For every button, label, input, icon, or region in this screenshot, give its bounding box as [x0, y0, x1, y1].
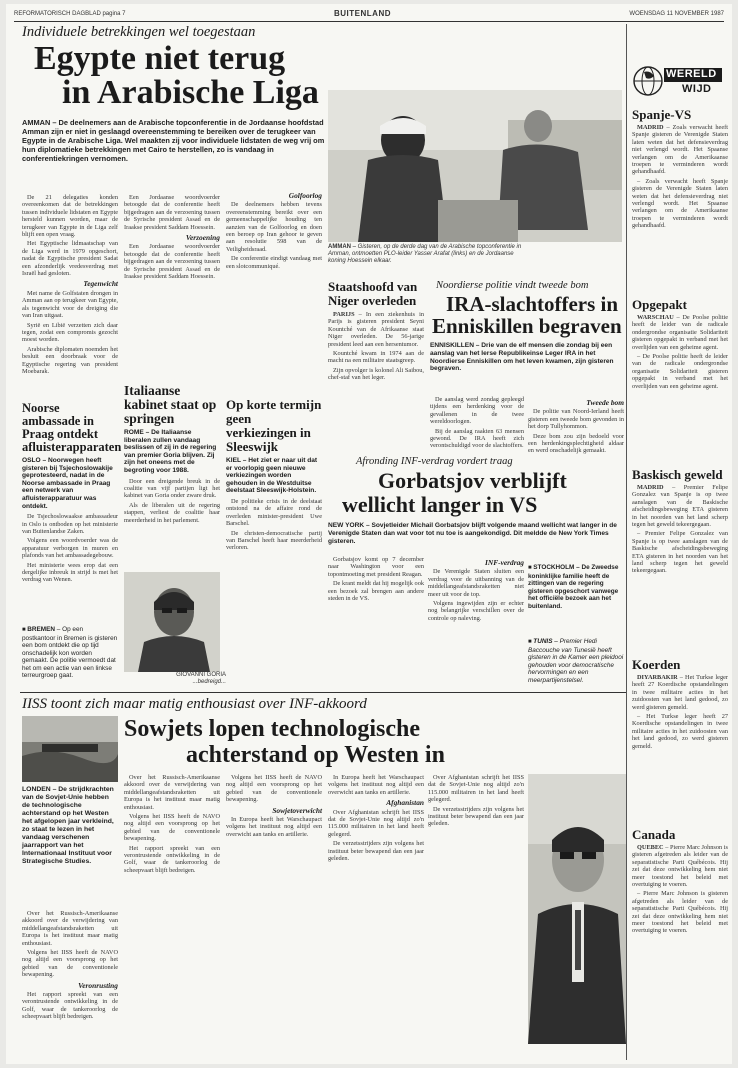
photo-portrait [528, 774, 626, 1044]
italy-article [124, 384, 220, 564]
egypt-p1: De 21 delegaties konden overeenkomen dat de betrekkingen tussen individuele lidstaten en Egypte hersteld kunnen worden, maar de terugkeer van Egypte in de Liga zelf blijft een open vraag. [22, 194, 118, 239]
bullet-icon: ■ [528, 565, 534, 571]
prague-p3: Het ministerie wees erop dat een dergelijke inbreuk in strijd is met het verdrag van Wenen. [22, 561, 118, 584]
ira-kicker: Noordierse politie vindt tweede bom [436, 280, 589, 291]
canada-headline: Canada [632, 827, 676, 842]
sleeswijk-lead-text: – Het ziet er naar uit dat er voorlopig geen nieuwe verkiezingen worden gehouden in de Westduitse deelstaat Sleeswijk-Holstein. [226, 457, 318, 495]
koerden-body [632, 674, 728, 824]
iiss-p1: Over het Russisch-Amerikaanse akkoord over de verwijdering van middellangeafstandsraketten uit Europa is het instituut maar matig enthousiast. [22, 910, 118, 947]
egypt-headline-1: Egypte niet terug [34, 40, 286, 77]
baskisch-headline: Baskisch geweld [632, 467, 723, 482]
brief-tunis [528, 638, 624, 688]
inf-kicker: Afronding INF-verdrag vordert traag [356, 456, 513, 467]
koerden-text: – Het Turkse leger heeft 27 Koerdische opstandelingen in twee militaire acties in het zuidoosten van het land gedood, zo werd gisteren gemeld. [632, 674, 728, 711]
photo-goria-caption [166, 672, 226, 686]
photo-goria-name: GIOVANNI GORIA [176, 672, 226, 678]
niger-body [328, 311, 424, 382]
sleeswijk-lead [226, 457, 322, 495]
iiss-p4: In Europa heeft het Warschaupact volgens het instituut nog altijd een overwicht aan tanks en artillerie. [226, 816, 322, 838]
baskisch-text-b: – Premier Felipe Gonzalez van Spanje is op twee aanslagen van de Baskische afscheidingsbeweging ETA gisteren in het noorden van het land scherp tegen het geweld tekeergegaan. [632, 530, 728, 575]
egypt-p7: De deelnemers hebben tevens overeenstemming bereikt over een gemeenschappelijke houding ten aanzien van de Golfoorlog en doen een beroep op Iran gehoor te geven aan resolutie 598 van de Veiligheidsraad. [226, 201, 322, 253]
egypt-p3: Met name de Golfstaten drongen in Amman aan op terugkeer van Egypte, als tegenwicht voor de dreiging die van Iran uitgaat. [22, 289, 118, 320]
iiss-lead [22, 786, 118, 908]
egypt-inter-1: Tegenwicht [83, 279, 118, 289]
baskisch-body [632, 484, 728, 654]
ira-lead-city: ENNISKILLEN [430, 342, 474, 349]
opgepakt-city: WARSCHAU [637, 314, 674, 321]
italy-lead-city: ROME [124, 429, 144, 436]
iiss-inter-1: Veronrusting [78, 980, 118, 990]
niger-article [328, 280, 424, 400]
iiss-p2-b: Volgens het IISS heeft de NAVO nog altijd een voorsprong op het gebied van de conventionele bewapening. [124, 813, 220, 843]
iiss-col-3 [226, 774, 322, 1058]
iiss-col-5 [428, 774, 524, 1058]
egypt-p4: Syrië en Libië verzetten zich daar tegen, zodat een compromis gezocht moest worden. [22, 321, 118, 344]
egypt-p6-a: Een Jordaanse woordvoerder betoogde dat de conferentie heeft bijgedragen aan de verzoening tussen de Syrische president Assad en de Iraakse president Saddam Hoessein. [124, 194, 220, 231]
wereldwijd-logo [630, 64, 726, 98]
canada-text: – Pierre Marc Johnson is gisteren afgetreden als leider van de separatistische Parti Québécois. Hij zei dat deze ontwikkeling hem niet meer toestond het beleid met overtuiging te voeren. [632, 844, 728, 889]
sleeswijk-p2: De christen-democratische partij van Barschel heeft haar meerderheid verloren. [226, 529, 322, 552]
spanje-text-b: – Zoals verwacht heeft Spanje gisteren de Verenigde Staten laten weten dat het defensieverdrag niet verlengd wordt. Het Spaanse verlangen om de Amerikaanse troepen te verminderen wordt gehandhaafd. [632, 177, 728, 230]
iiss-col-1 [22, 910, 118, 1058]
iiss-p1-b: Over het Russisch-Amerikaanse akkoord over de verwijdering van middellangeafstandsraketten uit Europa is het instituut maar matig enthousiast. [124, 774, 220, 811]
iiss-kicker: IISS toont zich maar matig enthousiast over INF-akkoord [22, 696, 367, 712]
bremen-city: BREMEN [27, 626, 55, 633]
inf-col-2 [428, 556, 524, 686]
egypt-p6: Een Jordaanse woordvoerder betoogde dat de conferentie heeft bijgedragen aan de verzoening tussen de Syrische president Assad en de Iraakse president Saddam Hoessein. [124, 243, 220, 281]
ira-p3: De politie van Noord-Ierland heeft gisteren een tweede bom gevonden in het dorp Tullyhommon. [528, 408, 624, 431]
iiss-inter-2: Sowjetoverwicht [272, 805, 322, 815]
tunis-text: – Premier Hedi Baccouche van Tunesië heeft gisteren in de Kamer een pleidooi gehouden voor democratische hervormingen en een meerpartijenstelsel. [528, 638, 624, 684]
italy-p1: Door een dreigende breuk in de coalitie van vijf partijen ligt het kabinet van Goria onder zware druk. [124, 477, 220, 500]
section-title: BUITENLAND [334, 9, 391, 18]
egypt-lead-text: – De deelnemers aan de Arabische topconferentie in de Jordaanse hoofdstad Amman zijn er niet in geslaagd overeenstemming te bereiken over de terugkeer van Egypte in de Arabische Liga. Wel maakten zij voor individuele lidstaten de weg vrij om hun diplomatieke betrekkingen met Cairo te herstellen, zo is vandaag in conferentiekringen vernomen. [22, 118, 325, 163]
ira-lead-text: – Drie van de elf mensen die zondag bij een aanslag van het Ierse Republikeinse Leger IRA in het Noordierse Enniskillen om het leven kwamen, zijn gisteren begraven. [430, 342, 614, 373]
italy-body [124, 478, 220, 524]
iiss-col-4 [328, 774, 424, 1058]
bullet-icon: ■ [528, 639, 534, 645]
italy-lead-text: – De Italiaanse liberalen zullen vandaag beslissen of zij in de regering van premier Goria blijven. Zij zijn het oneens met de begroting voor 1988. [124, 429, 217, 474]
ira-lead [430, 342, 624, 394]
niger-lead-city: PARIJS [333, 311, 355, 318]
baskisch-city: MADRID [637, 484, 664, 491]
iiss-lead-text: – De strijdkrachten van de Sovjet-Unie hebben de technologische achterstand op het Westen het afgelopen jaar verkleind, zo staat te lezen in het vandaag verschenen jaarrapport van het Internationaal Instituut voor Strategische Studies. [22, 786, 114, 865]
italy-p2: Als de liberalen uit de regering stappen, verliest de coalitie haar meerderheid in het parlement. [124, 501, 220, 524]
iiss-inter-3: Afghanistan [386, 798, 424, 808]
prague-lead-city: OSLO [22, 457, 41, 464]
inf-col-1 [328, 556, 424, 686]
brief-stockholm [528, 564, 624, 634]
opgepakt-headline: Opgepakt [632, 297, 687, 312]
logo-text-2: WIJD [682, 83, 712, 95]
koerden-city: DIYARBAKIR [637, 674, 678, 681]
egypt-lead-city: AMMAN [22, 118, 51, 127]
spanje-text: – Zoals verwacht heeft Spanje gisteren de Verenigde Staten laten weten dat het defensieverdrag niet verlengd wordt. Het Spaanse verlangen om de Amerikaanse troepen te verminderen wordt gehandhaafd. [632, 124, 728, 176]
inf-headline-2: wellicht langer in VS [342, 492, 538, 517]
sleeswijk-p1: De politieke crisis in de deelstaat ontstond na de affaire rond de overleden minister-president Uwe Barschel. [226, 497, 322, 528]
egypt-headline-2: in Arabische Liga [62, 74, 319, 111]
iiss-p3-b: Het rapport spreekt van een verontrustende ontwikkeling in de Golf, waar de tankeroorlog de scheepvaart blijft bedreigen. [124, 844, 220, 874]
ira-col-1 [430, 396, 524, 456]
photo-missiles-image [22, 716, 118, 782]
opgepakt-text-b: – De Poolse politie heeft de leider van de radicale ondergrondse organisatie Solidariteit gisteren opgepakt in verband met het overlijden van een geheime agent. [632, 353, 728, 390]
newspaper-page [6, 4, 732, 1064]
photo-arafat-caption [328, 244, 524, 278]
spanje-city: MADRID [637, 124, 664, 131]
spanje-headline: Spanje-VS [632, 107, 692, 122]
sleeswijk-body [226, 498, 322, 552]
photo-arafat-hussein-image [328, 90, 622, 242]
sidebar-rule [626, 24, 627, 1060]
egypt-col-1 [22, 194, 118, 399]
iiss-p6: De verzetsstrijders zijn volgens het instituut beter bewapend dan een jaar geleden. [328, 840, 424, 863]
photo-goria [124, 572, 220, 672]
iiss-headline-2: achterstand op Westen in [186, 742, 445, 768]
stockholm-text: – De Zweedse koninklijke familie heeft de zittingen van de regering gisteren opgeschort vanwege het officiële bezoek aan het buitenland. [528, 564, 619, 610]
inf-inter-1: INF-verdrag [484, 558, 524, 567]
sleeswijk-lead-city: KIEL [226, 457, 241, 464]
egypt-kicker: Individuele betrekkingen wel toegestaan [22, 24, 256, 40]
photo-missiles [22, 716, 118, 782]
photo-arafat-hussein [328, 90, 622, 242]
egypt-p8: De conferentie eindigt vandaag met een slotcommuniqué. [226, 255, 322, 270]
prague-p1: De Tsjechoslowaakse ambassadeur in Oslo is ontboden op het ministerie van Buitenlandse Zaken. [22, 513, 118, 535]
egypt-inter-3: Golfoorlog [288, 191, 322, 200]
photo-goria-sub: ...bedreigd... [192, 679, 226, 685]
iiss-p2-c: Volgens het IISS heeft de NAVO nog altijd een voorsprong op het gebied van de conventionele bewapening. [226, 774, 322, 804]
egypt-col-3 [226, 149, 322, 384]
ira-headline-1: IRA-slachtoffers in [446, 292, 619, 316]
iiss-p2: Volgens het IISS heeft de NAVO nog altijd een voorsprong op het gebied van de conventionele bewapening. [22, 949, 118, 979]
italy-lead [124, 429, 220, 475]
photo-goria-image [124, 572, 220, 672]
canada-body [632, 844, 728, 1044]
iiss-p3: Het rapport spreekt van een verontrustende ontwikkeling in de Golf, waar de tankeroorlog de scheepvaart blijft bedreigen. [22, 991, 118, 1021]
baskisch-text: – Premier Felipe Gonzalez van Spanje is op twee aanslagen van de Baskische afscheidingsbeweging ETA gisteren in het noorden van het land scherp tegen het geweld tekeergegaan. [632, 484, 728, 529]
photo-portrait-image [528, 774, 626, 1044]
iiss-lead-city: LONDEN [22, 786, 51, 793]
iiss-top-rule [20, 692, 626, 693]
iiss-headline-1: Sowjets lopen technologische [124, 716, 420, 742]
inf-p3: De Verenigde Staten sluiten een verdrag voor de uitbanning van de middellangeafstandsraketten niet meer uit voor de top. [428, 568, 524, 598]
spanje-body [632, 124, 728, 294]
niger-lead: – In een ziekenhuis in Parijs is gisteren president Seyni Kountché van de Afrikaanse staat Niger overleden. De 56-jarige president leed aan een hersentumor. [328, 311, 424, 348]
photo-arafat-caption-text: – Gisteren, op de derde dag van de Arabische topconferentie in Amman, ontmoetten PLO-leider Yasser Arafat (links) en de Jordaanse koning Hoessein elkaar. [328, 244, 522, 264]
prague-p2: Volgens een woordvoerder was de apparatuur verborgen in muren en plafonds van het ambassadegebouw. [22, 537, 118, 560]
prague-article [22, 401, 122, 624]
iiss-p5: Over Afghanistan schrijft het IISS dat de Sovjet-Unie nog altijd zo'n 115.000 militairen in het land heeft gelegerd. [328, 808, 424, 838]
tunis-city: TUNIS [533, 638, 553, 645]
prague-headline: Noorse ambassade in Praag ontdekt afluisterapparaten [22, 401, 122, 454]
brief-bremen [22, 626, 118, 679]
prague-body [22, 513, 118, 584]
egypt-p2: Het Egyptische lidmaatschap van de Liga werd in 1979 opgeschort, nadat de Egyptische president Sadat een afzonderlijk vredesverdrag met Israël had gesloten. [22, 240, 118, 278]
koerden-text-b: – Het Turkse leger heeft 27 Koerdische opstandelingen in twee militaire acties in het zuidoosten van het land gedood, zo werd gisteren gemeld. [632, 713, 728, 750]
niger-headline: Staatshoofd van Niger overleden [328, 279, 418, 308]
bullet-icon: ■ [22, 627, 28, 633]
prague-lead [22, 457, 118, 510]
bremen-text: – Op een postkantoor in Bremen is gisteren een bom ontdekt die op tijd onschadelijk kon worden gemaakt. De politie vermoedt dat het om een actie van een linkse terreurgroep gaat. [22, 626, 118, 679]
ira-p4: Deze bom zou zijn bedoeld voor een herdenkingsplechtigheid aldaar en werd onschadelijk gemaakt. [528, 432, 624, 455]
inf-p2: De krant meldt dat hij mogelijk ook een bezoek zal brengen aan andere steden in de VS. [328, 580, 424, 603]
inf-lead-text: – Sovjetleider Michail Gorbatsjov blijft volgende maand wellicht wat langer in de Verenigde Staten dan wat voor tot nu toe is aangekondigd. Dit meldde de New York Times gisteren. [328, 522, 617, 545]
egypt-inter-2: Verzoening [185, 233, 220, 243]
opgepakt-text: – De Poolse politie heeft de leider van de radicale ondergrondse organisatie Solidariteit gisteren opgepakt in verband met het overlijden van een geheime agent. [632, 314, 728, 351]
photo-arafat-caption-city: AMMAN [328, 244, 351, 250]
niger-p2: Zijn opvolger is kolonel Ali Saibou, chef-staf van het leger. [328, 366, 424, 382]
header-rule [14, 21, 724, 22]
inf-p4: Volgens ingewijden zijn er echter nog belangrijke verschillen over de controle op naleving. [428, 600, 524, 622]
egypt-col-2 [124, 194, 220, 384]
iiss-p5-b: Over Afghanistan schrijft het IISS dat de Sovjet-Unie nog altijd zo'n 115.000 militairen in het land heeft gelegerd. [428, 774, 524, 804]
iiss-p6-b: De verzetsstrijders zijn volgens het instituut beter bewapend dan een jaar geleden. [428, 805, 524, 828]
iiss-p4-b: In Europa heeft het Warschaupact volgens het instituut nog altijd een overwicht aan tanks en artillerie. [328, 774, 424, 796]
logo-text-1: WERELD [666, 68, 717, 80]
opgepakt-body [632, 314, 728, 464]
canada-city: QUEBEC [637, 844, 664, 851]
ira-col-2 [528, 396, 624, 456]
koerden-headline: Koerden [632, 657, 681, 672]
canada-text-b: – Pierre Marc Johnson is gisteren afgetreden als leider van de separatistische Parti Québécois. Hij zei dat deze ontwikkeling hem niet meer toestond het beleid met overtuiging te voeren. [632, 890, 728, 935]
italy-headline: Italiaanse kabinet staat op springen [124, 383, 217, 426]
inf-lead-city: NEW YORK [328, 522, 365, 529]
ira-p1: De aanslag werd zondag gepleegd tijdens een herdenking voor de gevallenen in de twee wereldoorlogen. [430, 396, 524, 426]
ira-headline-2: Enniskillen begraven [432, 314, 622, 338]
sleeswijk-headline: Op korte termijn geen verkiezingen in Sleeswijk [226, 397, 322, 454]
egypt-p5: Arabische diplomaten noemden het besluit een doorbraak voor de Egyptische regering van president Moebarak. [22, 345, 118, 375]
prague-lead-text: – Noorwegen heeft gisteren bij Tsjechoslowakije geprotesteerd, nadat in de Noorse ambassade in Praag een netwerk van afluisterapparatuur was ontdekt. [22, 457, 113, 510]
ira-inter-1: Tweede bom [586, 398, 624, 407]
page-header [14, 9, 724, 21]
ira-p2: Bij de aanslag raakten 63 mensen gewond. De IRA heeft zich verontschuldigd voor de slachtoffers. [430, 427, 524, 450]
wereldwijd-column [632, 104, 728, 1054]
stockholm-city: STOCKHOLM [533, 564, 575, 571]
sleeswijk-article [226, 398, 322, 688]
inf-headline-1: Gorbatsjov verblijft [378, 468, 567, 493]
niger-p1: Kountché kwam in 1974 aan de macht na een militaire staatsgreep. [328, 350, 424, 365]
inf-p1: Gorbatsjov komt op 7 december naar Washington voor een topontmoeting met president Reagan. [328, 556, 424, 578]
header-left: REFORMATORISCH DAGBLAD pagina 7 [14, 11, 126, 17]
iiss-col-2 [124, 774, 220, 1058]
header-date: WOENSDAG 11 NOVEMBER 1987 [629, 11, 724, 17]
inf-lead [328, 522, 624, 552]
